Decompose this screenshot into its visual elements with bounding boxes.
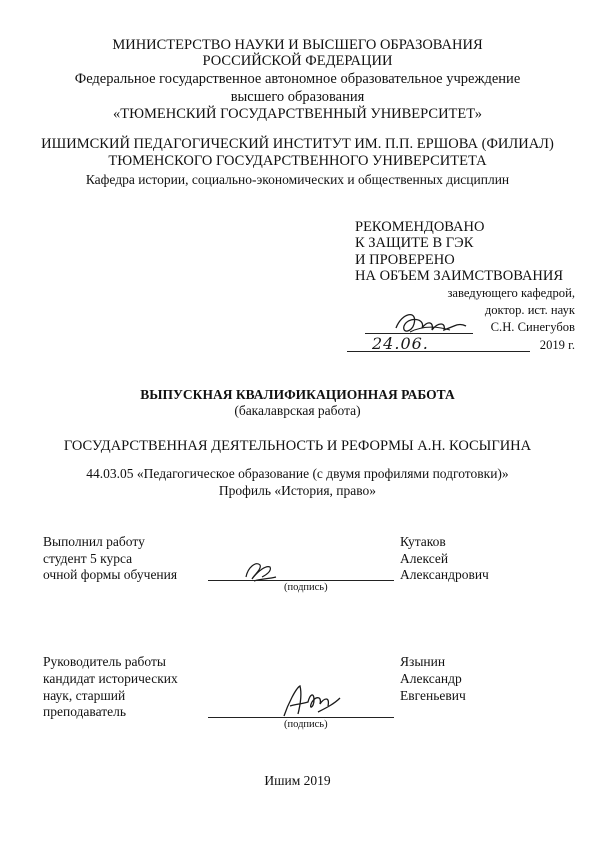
- supervisor-role-line-3: наук, старший: [43, 688, 126, 703]
- institution-line-1: Федеральное государственное автономное образовательное учреждение: [74, 71, 521, 87]
- supervisor-role-line-2: кандидат исторических: [43, 671, 178, 686]
- student-role-line-2: студент 5 курса: [43, 551, 133, 566]
- department-name: Кафедра истории, социально-экономических и общественных дисциплин: [85, 172, 510, 187]
- ministry-line-1: МИНИСТЕРСТВО НАУКИ И ВЫСШЕГО ОБРАЗОВАНИЯ: [112, 37, 483, 53]
- place-year: Ишим 2019: [264, 773, 331, 788]
- approval-line-1: РЕКОМЕНДОВАНО: [355, 219, 485, 235]
- supervisor-role-line-1: Руководитель работы: [43, 654, 166, 669]
- ministry-line-2: РОССИЙСКОЙ ФЕДЕРАЦИИ: [202, 53, 393, 69]
- student-signature-line: [208, 580, 394, 581]
- branch-line-2: ТЮМЕНСКОГО ГОСУДАРСТВЕННОГО УНИВЕРСИТЕТА: [108, 153, 487, 169]
- student-signature: [240, 557, 280, 585]
- supervisor-first-name: Александр: [400, 671, 462, 686]
- approval-line-3: И ПРОВЕРЕНО: [355, 252, 455, 268]
- supervisor-signature: [278, 680, 344, 722]
- approval-line-4: НА ОБЪЕМ ЗАИМСТВОВАНИЯ: [355, 268, 564, 284]
- work-specialty: 44.03.05 «Педагогическое образование (с двумя профилями подготовки)»: [86, 466, 509, 481]
- student-patronymic: Александрович: [400, 567, 489, 582]
- student-role-line-3: очной формы обучения: [43, 567, 178, 582]
- approval-position: заведующего кафедрой,: [447, 286, 575, 300]
- supervisor-surname: Язынин: [400, 654, 446, 669]
- work-title: ВЫПУСКНАЯ КВАЛИФИКАЦИОННАЯ РАБОТА: [140, 387, 455, 402]
- work-topic: ГОСУДАРСТВЕННАЯ ДЕЯТЕЛЬНОСТЬ И РЕФОРМЫ А.Н. КОСЫГИНА: [63, 438, 532, 454]
- student-surname: Кутаков: [400, 534, 446, 549]
- supervisor-role-line-4: преподаватель: [43, 704, 127, 719]
- approval-degree: доктор. ист. наук: [484, 303, 575, 317]
- approval-date-handwritten: 24.06.: [372, 334, 429, 353]
- institution-line-2: высшего образования: [230, 89, 365, 105]
- student-role-line-1: Выполнил работу: [43, 534, 145, 549]
- student-signature-caption: (подпись): [284, 582, 328, 593]
- work-type: (бакалаврская работа): [234, 403, 361, 418]
- work-profile: Профиль «История, право»: [218, 483, 377, 498]
- university-name: «ТЮМЕНСКИЙ ГОСУДАРСТВЕННЫЙ УНИВЕРСИТЕТ»: [112, 106, 482, 122]
- supervisor-patronymic: Евгеньевич: [400, 688, 466, 703]
- approval-year: 2019 г.: [539, 338, 575, 352]
- student-first-name: Алексей: [400, 551, 449, 566]
- branch-line-1: ИШИМСКИЙ ПЕДАГОГИЧЕСКИЙ ИНСТИТУТ ИМ. П.П. ЕРШОВА (ФИЛИАЛ): [41, 136, 554, 152]
- approval-name: С.Н. Синегубов: [490, 320, 575, 334]
- supervisor-signature-caption: (подпись): [284, 719, 328, 730]
- approval-line-2: К ЗАЩИТЕ В ГЭК: [355, 235, 474, 251]
